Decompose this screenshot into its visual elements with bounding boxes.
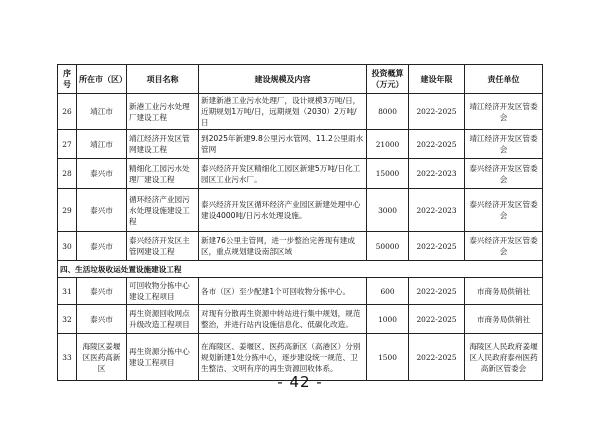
col-header-no: 序号 [58,65,77,94]
cell-name: 新港工业污水处理厂建设工程 [127,94,199,130]
cell-years: 2022-2025 [409,334,465,381]
cell-city: 泰兴市 [77,232,127,261]
cell-unit: 泰兴经济开发区管委会 [465,159,543,189]
cell-city: 泰兴市 [77,189,127,232]
cell-name: 循环经济产业园污水处理设施建设工程 [127,189,199,232]
cell-scale: 泰兴经济开发区循环经济产业园区新建处理中心建设4000吨/日污水处理设施。 [199,189,367,232]
table-row [58,232,543,261]
cell-invest: 15000 [367,159,409,189]
cell-unit: 市商务局供销社 [465,278,543,305]
col-header-city: 所在市（区） [77,65,127,94]
col-header-unit: 责任单位 [465,65,543,94]
cell-name: 再生资源回收网点升级改造工程项目 [127,305,199,334]
cell-city: 泰兴市 [77,305,127,334]
cell-years: 2022-2023 [409,189,465,232]
cell-name: 可回收物分拣中心建设工程项目 [127,278,199,305]
cell-years: 2022-2025 [409,278,465,305]
table-row [58,189,543,232]
cell-years: 2022-2023 [409,159,465,189]
cell-scale: 各市（区）至少配建1个可回收物分拣中心。 [199,278,367,305]
cell-unit: 泰兴经济开发区管委会 [465,232,543,261]
cell-scale: 新建76公里主管网，进一步整治完善现有建成区，重点规划建设南部区域 [199,232,367,261]
cell-no: 29 [58,189,77,232]
section-row [58,261,543,278]
cell-unit: 靖江经济开发区管委会 [465,130,543,159]
cell-scale: 泰兴经济开发区精细化工园区新建5万吨/日化工园区工业污水厂。 [199,159,367,189]
cell-unit: 市商务局供销社 [465,305,543,334]
cell-unit: 海陵区人民政府姜堰区人民政府泰州医药高新区管委会 [465,334,543,381]
cell-city: 靖江市 [77,94,127,130]
cell-name: 泰兴经济开发区主管网建设工程 [127,232,199,261]
table-row [58,94,543,130]
cell-no: 27 [58,130,77,159]
cell-invest: 50000 [367,232,409,261]
col-header-invest: 投资概算（万元） [367,65,409,94]
cell-name: 精细化工园污水处理厂建设工程 [127,159,199,189]
section-heading: 四、生活垃圾收运处置设施建设工程 [58,261,543,278]
col-header-scale: 建设规模及内容 [199,65,367,94]
page-number: - 42 - [277,373,323,391]
cell-years: 2022-2025 [409,232,465,261]
cell-city: 泰兴市 [77,278,127,305]
cell-invest: 3000 [367,189,409,232]
cell-unit: 靖江经济开发区管委会 [465,94,543,130]
cell-name: 靖江经济开发区管网建设工程 [127,130,199,159]
table-row [58,278,543,305]
cell-no: 30 [58,232,77,261]
cell-invest: 1000 [367,305,409,334]
cell-invest: 21000 [367,130,409,159]
project-table [57,64,543,381]
cell-scale: 对现有分散再生资源中转站进行集中规划，规范整治，并进行站内设施信息化、低碳化改造。 [199,305,367,334]
cell-no: 26 [58,94,77,130]
cell-unit: 泰兴经济开发区管委会 [465,189,543,232]
table-row [58,130,543,159]
col-header-years: 建设年限 [409,65,465,94]
cell-invest: 8000 [367,94,409,130]
cell-city: 泰兴市 [77,159,127,189]
cell-years: 2022-2025 [409,94,465,130]
table-row [58,159,543,189]
cell-invest: 1500 [367,334,409,381]
cell-city: 海陵区姜堰区医药高新区 [77,334,127,381]
header-row [58,65,543,94]
cell-no: 33 [58,334,77,381]
cell-no: 32 [58,305,77,334]
cell-years: 2022-2025 [409,130,465,159]
cell-city: 靖江市 [77,130,127,159]
cell-scale: 在海陵区、姜堰区、医药高新区（高港区）分别规划新建1处分拣中心，逐步建设统一规范、卫生整洁、文明有序的再生资源回收体系。 [199,334,367,381]
cell-no: 28 [58,159,77,189]
cell-years: 2022-2025 [409,305,465,334]
cell-scale: 到2025年新建9.8公里污水管网、11.2公里雨水管网 [199,130,367,159]
cell-no: 31 [58,278,77,305]
cell-scale: 新建新港工业污水处理厂，设计规模3万吨/日，近期规划1万吨/日，远期规划（2030）2万吨/日 [199,94,367,130]
col-header-name: 项目名称 [127,65,199,94]
cell-name: 再生资源分拣中心建设工程项目 [127,334,199,381]
table-row [58,305,543,334]
cell-invest: 600 [367,278,409,305]
